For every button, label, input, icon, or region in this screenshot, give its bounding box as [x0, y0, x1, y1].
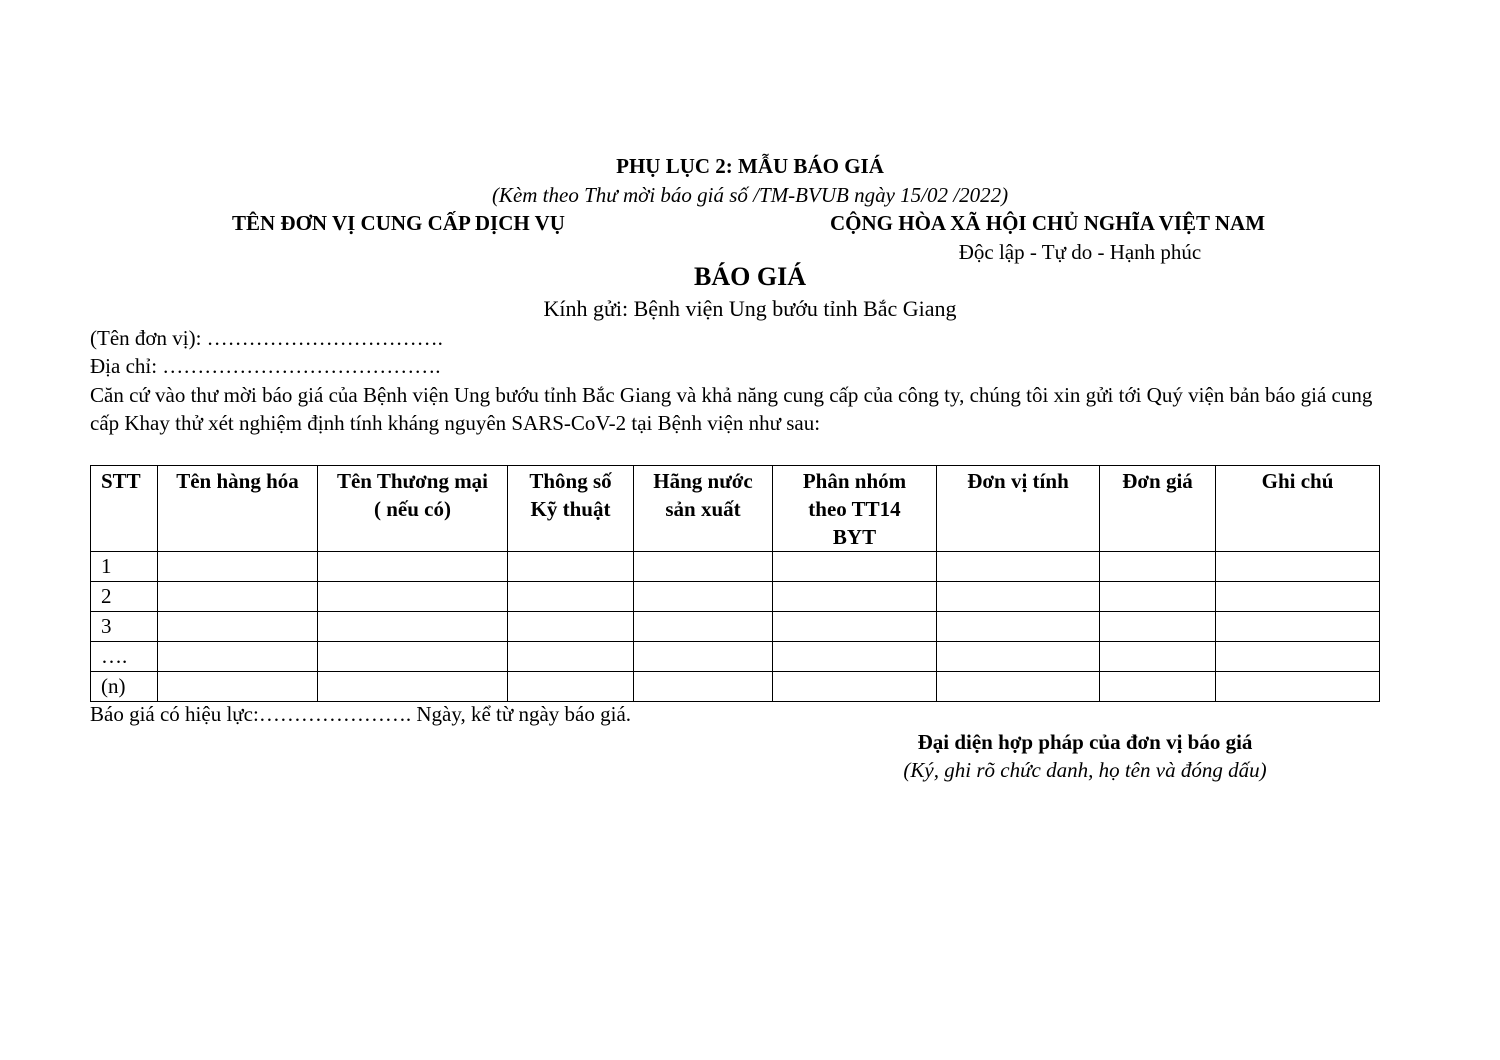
row-number-cell: (n)	[91, 672, 158, 702]
header-line: Tên Thương mại	[336, 469, 489, 493]
table-header-cell	[1216, 466, 1380, 552]
header-line: Đơn giá	[1122, 469, 1193, 493]
appendix-title: PHỤ LỤC 2: MẪU BÁO GIÁ	[616, 154, 884, 178]
table-header-cell	[318, 466, 508, 552]
table-header-cell	[773, 466, 937, 552]
table-row	[91, 552, 1380, 582]
nation-motto: Độc lập - Tự do - Hạnh phúc	[958, 240, 1202, 264]
empty-cell	[773, 612, 937, 642]
unit-name-line: (Tên đơn vị): …………………………….	[90, 326, 443, 350]
header-line: Ghi chú	[1261, 469, 1334, 493]
empty-cell	[937, 672, 1100, 702]
empty-cell	[318, 612, 508, 642]
empty-cell	[937, 642, 1100, 672]
empty-cell	[1100, 612, 1216, 642]
empty-cell	[937, 582, 1100, 612]
table-header-cell	[158, 466, 318, 552]
header-line: ( nếu có)	[374, 497, 451, 521]
recipient-line: Kính gửi: Bệnh viện Ung bướu tỉnh Bắc Giang	[543, 296, 957, 321]
signer-note: (Ký, ghi rõ chức danh, họ tên và đóng dấu)	[903, 758, 1267, 782]
empty-cell	[634, 642, 773, 672]
header-line: Tên hàng hóa	[176, 469, 299, 493]
empty-cell	[1216, 642, 1380, 672]
table-header-cell	[634, 466, 773, 552]
row-number-cell: 3	[91, 612, 158, 642]
empty-cell	[158, 672, 318, 702]
row-number-cell: ….	[91, 642, 158, 672]
empty-cell	[508, 642, 634, 672]
empty-cell	[158, 552, 318, 582]
table-header-cell	[91, 466, 158, 552]
empty-cell	[1216, 672, 1380, 702]
empty-cell	[508, 672, 634, 702]
empty-cell	[773, 642, 937, 672]
empty-cell	[1216, 612, 1380, 642]
empty-cell	[508, 582, 634, 612]
table-body	[91, 552, 1380, 702]
appendix-subtitle: (Kèm theo Thư mời báo giá số /TM-BVUB ngày 15/02 /2022)	[491, 183, 1009, 207]
empty-cell	[1216, 582, 1380, 612]
header-line: sản xuất	[665, 497, 741, 521]
empty-cell	[773, 672, 937, 702]
doc-title: BÁO GIÁ	[694, 262, 806, 291]
header-line: STT	[101, 469, 141, 493]
empty-cell	[318, 582, 508, 612]
quote-table	[90, 465, 1380, 702]
table-row	[91, 642, 1380, 672]
table-row	[91, 582, 1380, 612]
empty-cell	[158, 642, 318, 672]
empty-cell	[318, 642, 508, 672]
validity-line: Báo giá có hiệu lực:…………………. Ngày, kể từ ngày báo giá.	[90, 702, 632, 726]
header-line: Hãng nước	[653, 469, 753, 493]
header-line: theo TT14	[808, 497, 901, 521]
table-header-cell	[1100, 466, 1216, 552]
empty-cell	[937, 612, 1100, 642]
empty-cell	[508, 612, 634, 642]
intro-paragraph: Căn cứ vào thư mời báo giá của Bệnh viện Ung bướu tỉnh Bắc Giang và khả năng cung cấp của công ty, chúng tôi xin gửi tới Quý viện bản báo giá cung cấp Khay thử xét nghiệm định tính kháng nguyên SARS-CoV-2 tại Bệnh viện như sau:	[90, 383, 1373, 435]
header-line: Đơn vị tính	[967, 469, 1069, 493]
empty-cell	[634, 672, 773, 702]
empty-cell	[508, 552, 634, 582]
empty-cell	[318, 552, 508, 582]
empty-cell	[634, 552, 773, 582]
empty-cell	[937, 552, 1100, 582]
empty-cell	[1100, 552, 1216, 582]
empty-cell	[158, 612, 318, 642]
table-header-cell	[937, 466, 1100, 552]
table-header-row	[91, 466, 1380, 552]
empty-cell	[634, 612, 773, 642]
header-line: Kỹ thuật	[530, 497, 611, 521]
empty-cell	[318, 672, 508, 702]
empty-cell	[1100, 582, 1216, 612]
header-line: Phân nhóm	[802, 469, 907, 493]
table-row	[91, 612, 1380, 642]
signer-title: Đại diện hợp pháp của đơn vị báo giá	[917, 730, 1253, 754]
header-line: Thông số	[529, 469, 612, 493]
empty-cell	[1100, 642, 1216, 672]
table-header-cell	[508, 466, 634, 552]
empty-cell	[773, 582, 937, 612]
empty-cell	[158, 582, 318, 612]
row-number-cell: 2	[91, 582, 158, 612]
empty-cell	[1216, 552, 1380, 582]
nation-heading: CỘNG HÒA XÃ HỘI CHỦ NGHĨA VIỆT NAM	[830, 211, 1266, 235]
row-number-cell: 1	[91, 552, 158, 582]
empty-cell	[634, 582, 773, 612]
table-row	[91, 672, 1380, 702]
header-line: BYT	[832, 525, 877, 549]
provider-heading-text: TÊN ĐƠN VỊ CUNG CẤP DỊCH VỤ	[232, 211, 565, 235]
empty-cell	[773, 552, 937, 582]
empty-cell	[1100, 672, 1216, 702]
address-line: Địa chỉ: ………………………………….	[90, 354, 441, 378]
